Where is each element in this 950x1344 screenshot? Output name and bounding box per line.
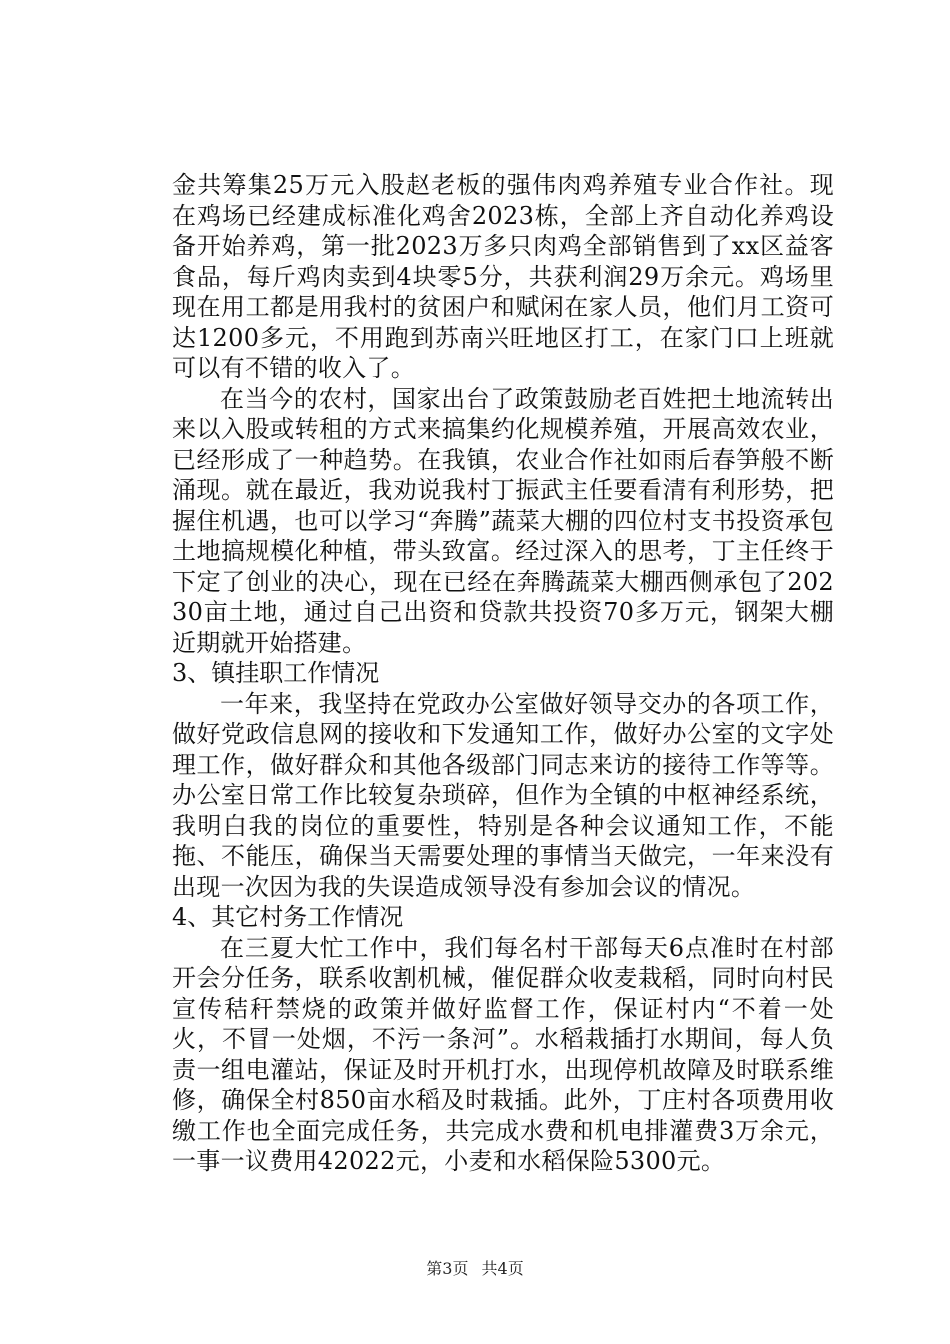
page-total: 共4页 xyxy=(481,1259,524,1278)
paragraph-summer-harvest: 在三夏大忙工作中，我们每名村干部每天6点准时在村部开会分任务，联系收割机械，催促群众收麦栽稻，同时向村民宣传秸秆禁烧的政策并做好监督工作，保证村内“不着一处火，不冒一处烟，不污一条河”。水稻栽插打水期间，每人负责一组电灌站，保证及时开机打水，出现停机故障及时联系维修，确保全村850亩水稻及时栽插。此外，丁庄村各项费用收缴工作也全面完成任务，共完成水费和机电排灌费3万余元，一事一议费用42022元，小麦和水稻保险5300元。 xyxy=(172,933,834,1175)
paragraph-chicken-farm: 金共筹集25万元入股赵老板的强伟肉鸡养殖专业合作社。现在鸡场已经建成标准化鸡舍2023栋，全部上齐自动化养鸡设备开始养鸡，第一批2023万多只肉鸡全部销售到了xx区益客食品，每斤鸡肉卖到4块零5分，共获利润29万余元。鸡场里现在用工都是用我村的贫困户和赋闲在家人员，他们月工资可达1200多元，不用跑到苏南兴旺地区打工，在家门口上班就可以有不错的收入了。 xyxy=(172,171,834,382)
section-heading-town-post: 3、镇挂职工作情况 xyxy=(172,659,380,687)
paragraph-office-work: 一年来，我坚持在党政办公室做好领导交办的各项工作，做好党政信息网的接收和下发通知工作，做好办公室的文字处理工作，做好群众和其他各级部门同志来访的接待工作等等。办公室日常工作比较复杂琐碎，但作为全镇的中枢神经系统，我明白我的岗位的重要性，特别是各种会议通知工作，不能拖、不能压，确保当天需要处理的事情当天做完，一年来没有出现一次因为我的失误造成领导没有参加会议的情况。 xyxy=(172,689,834,901)
document-body xyxy=(172,170,834,1177)
page-footer xyxy=(0,1256,950,1279)
page-number: 第3页 xyxy=(426,1259,469,1278)
paragraph-land-transfer: 在当今的农村，国家出台了政策鼓励老百姓把土地流转出来以入股或转租的方式来搞集约化规模养殖，开展高效农业，已经形成了一种趋势。在我镇，农业合作社如雨后春笋般不断涌现。就在最近，我劝说我村丁振武主任要看清有利形势，把握住机遇，也可以学习“奔腾”蔬菜大棚的四位村支书投资承包土地搞规模化种植，带头致富。经过深入的思考，丁主任终于下定了创业的决心，现在已经在奔腾蔬菜大棚西侧承包了20230亩土地，通过自己出资和贷款共投资70多万元，钢架大棚近期就开始搭建。 xyxy=(172,384,834,657)
section-heading-other-village-work: 4、其它村务工作情况 xyxy=(172,903,404,931)
